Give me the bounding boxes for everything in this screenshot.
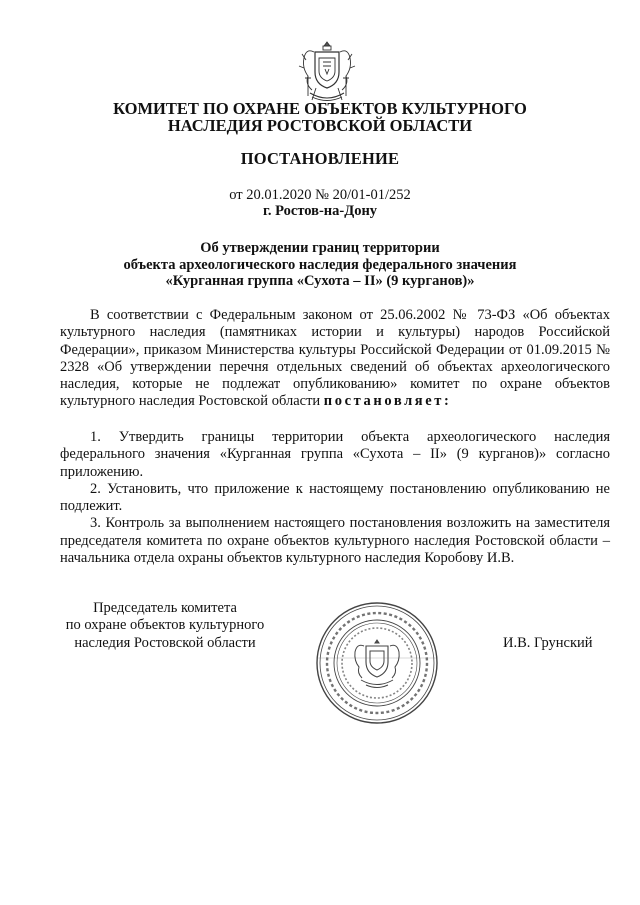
resolution-item-1: 1. Утвердить границы территории объекта археологического наследия федерального значения «Курганная группа «Сухота – II» (9 курганов)» согласно приложению. <box>60 429 610 480</box>
resolution-items <box>60 429 610 567</box>
signatory-title-line-1: Председатель комитета <box>93 600 237 616</box>
signatory-title <box>50 600 280 652</box>
resolution-item-2: 2. Установить, что приложение к настоящему постановлению опубликованию не подлежит. <box>60 480 610 515</box>
document-subject <box>0 240 640 290</box>
preamble-paragraph <box>60 307 610 411</box>
resolution-item-3: 3. Контроль за выполнением настоящего постановления возложить на заместителя председателя комитета по охране объектов культурного наследия Ростовской области – начальника отдела охраны объектов культурного наследия Коробову И.В. <box>60 515 610 567</box>
coat-of-arms-icon <box>296 38 358 106</box>
document-date-number: от 20.01.2020 № 20/01-01/252 <box>229 187 411 203</box>
preamble-text: В соответствии с Федеральным законом от 25.06.2002 № 73-ФЗ «Об объектах культурного наследия (памятниках истории и культуры) народов Российской Федерации», приказом Министерства культуры Российской Федерации от 01.09.2015 № 2328 «Об утверждении перечня отдельных сведений об объектах археологического наследия, которые не подлежат опубликованию» комитет по охране объектов культурного наследия Ростовской области <box>60 307 610 410</box>
signatory-name: И.В. Грунский <box>503 635 593 651</box>
document-city: г. Ростов-на-Дону <box>262 203 378 219</box>
subject-line-1: Об утверждении границ территории <box>200 240 440 256</box>
preamble-emphasis: постановляет: <box>323 393 452 410</box>
org-title-line-2: НАСЛЕДИЯ РОСТОВСКОЙ ОБЛАСТИ <box>167 116 473 135</box>
preamble <box>60 307 610 411</box>
subject-line-3: «Курганная группа «Сухота – II» (9 курганов)» <box>165 273 475 289</box>
signatory-title-line-3: наследия Ростовской области <box>74 634 256 651</box>
signatory-title-line-2: по охране объектов культурного <box>65 617 265 634</box>
subject-line-2: объекта археологического наследия федерального значения <box>123 256 517 273</box>
organization-title <box>0 100 640 134</box>
org-title-line-1: КОМИТЕТ ПО ОХРАНЕ ОБЪЕКТОВ КУЛЬТУРНОГО <box>113 99 527 118</box>
document-type: ПОСТАНОВЛЕНИЕ <box>240 149 400 168</box>
official-seal-icon <box>314 600 440 726</box>
